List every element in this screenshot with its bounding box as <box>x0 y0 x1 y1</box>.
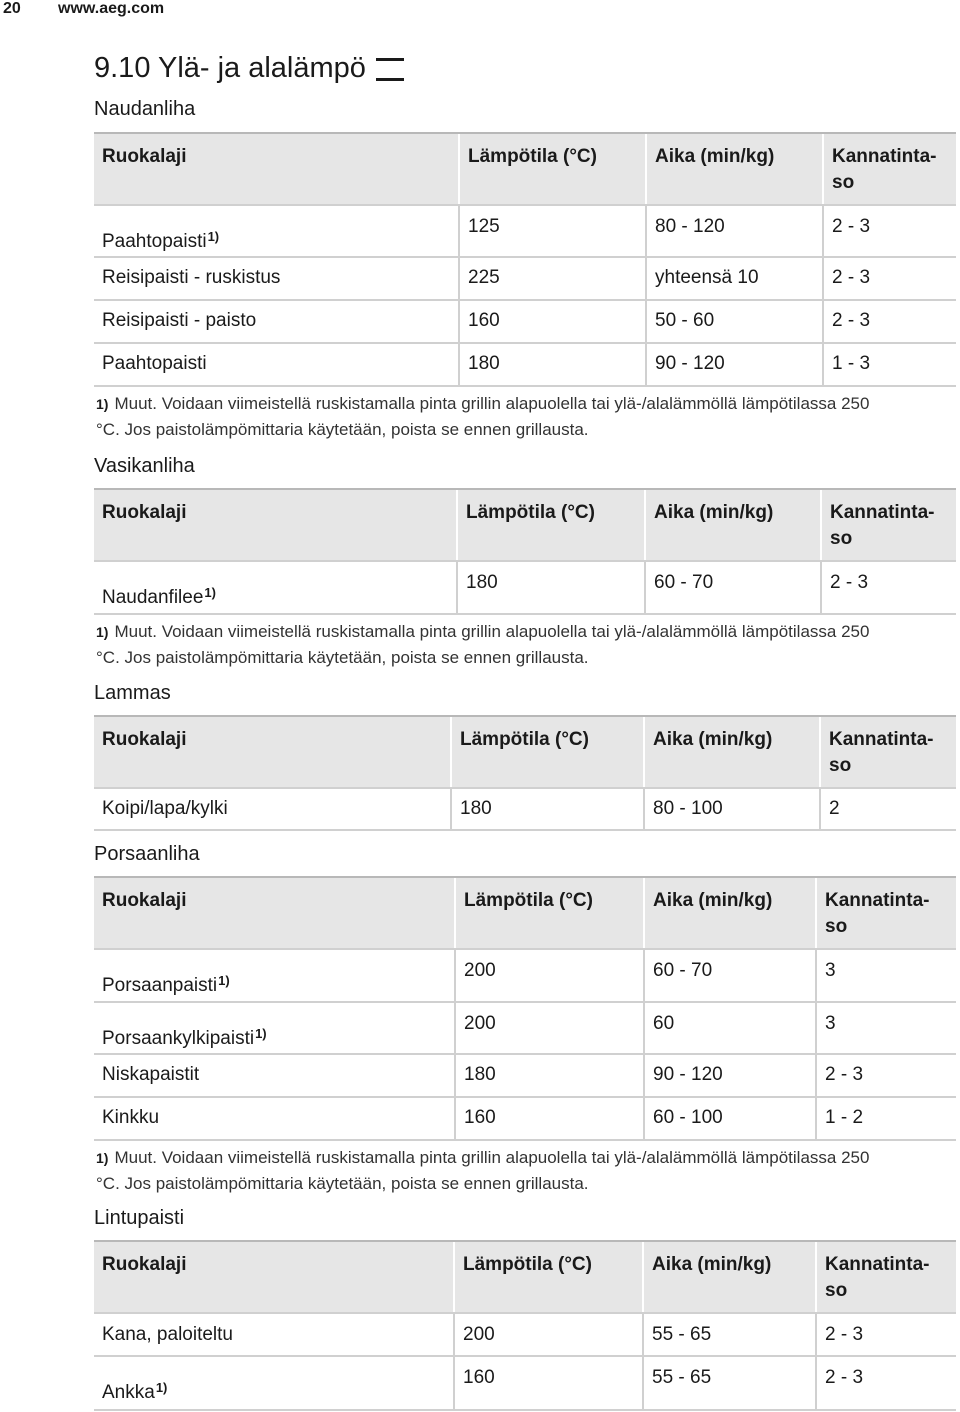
table-porsaanliha <box>94 876 956 1199</box>
cell-dish: Kinkku <box>102 1107 160 1128</box>
cell-dish: Koipi/lapa/kylki <box>102 798 228 819</box>
table-row <box>94 1096 956 1139</box>
cell-level: 2 - 3 <box>832 267 871 288</box>
table-row <box>94 948 956 1001</box>
header-dish: Ruokalaji <box>102 890 187 911</box>
table-row <box>94 1053 956 1096</box>
table-header <box>94 876 956 948</box>
header-time: Aika (min/kg) <box>654 502 774 523</box>
section-title <box>94 52 404 85</box>
cell-temperature: 200 <box>464 1013 496 1034</box>
header-time: Aika (min/kg) <box>652 1254 772 1275</box>
cell-temperature: 160 <box>464 1107 496 1128</box>
table-header <box>94 132 956 204</box>
top-bottom-heat-icon <box>376 56 404 82</box>
cell-time: 55 - 65 <box>652 1324 712 1345</box>
cell-temperature: 225 <box>468 267 500 288</box>
cell-time: 50 - 60 <box>655 310 715 331</box>
table-header <box>94 715 956 787</box>
cell-level: 2 - 3 <box>830 572 869 593</box>
cell-time: 90 - 120 <box>655 353 725 374</box>
cell-level: 2 - 3 <box>825 1324 864 1345</box>
header-dish: Ruokalaji <box>102 729 187 750</box>
cell-level: 2 - 3 <box>825 1367 864 1388</box>
table-row <box>94 787 956 831</box>
cell-time: yhteensä 10 <box>655 267 759 288</box>
table-row <box>94 1312 956 1355</box>
footnote: 1) Muut. Voidaan viimeistellä ruskistamalla pinta grillin alapuolella tai ylä-/alalämmöllä lämpötilassa 250 °C. Jos paistolämpömittaria käytetään, poista se ennen grillausta. <box>94 385 956 445</box>
table-row <box>94 204 956 256</box>
section-heading-lintupaisti: Lintupaisti <box>94 1207 185 1229</box>
header-time: Aika (min/kg) <box>653 890 773 911</box>
table-row <box>94 299 956 342</box>
cell-dish: Reisipaisti - paisto <box>102 310 257 331</box>
cell-temperature: 160 <box>463 1367 495 1388</box>
section-title-text: 9.10 Ylä- ja alalämpö <box>94 52 366 84</box>
cell-temperature: 160 <box>468 310 500 331</box>
table-naudanliha <box>94 132 956 445</box>
header-time: Aika (min/kg) <box>655 146 775 167</box>
section-heading-lammas: Lammas <box>94 682 171 704</box>
section-heading-porsaanliha: Porsaanliha <box>94 843 200 865</box>
cell-time: 60 - 70 <box>654 572 714 593</box>
cell-level: 2 - 3 <box>825 1064 864 1085</box>
cell-temperature: 180 <box>464 1064 496 1085</box>
cell-dish: Ankka$^{1)}$ <box>102 1380 168 1403</box>
table-lintupaisti <box>94 1240 956 1411</box>
cell-level: 1 - 3 <box>832 353 871 374</box>
section-heading-naudanliha: Naudanliha <box>94 98 196 120</box>
cell-time: 90 - 120 <box>653 1064 723 1085</box>
header-temperature: Lämpötila (°C) <box>466 502 595 523</box>
cell-temperature: 180 <box>468 353 500 374</box>
table-lammas <box>94 715 956 831</box>
header-level: Kannatinta- so <box>830 502 935 549</box>
table-row <box>94 256 956 299</box>
cell-level: 2 <box>829 798 840 819</box>
table-header <box>94 488 956 560</box>
cell-level: 3 <box>825 960 836 981</box>
header-temperature: Lämpötila (°C) <box>468 146 597 167</box>
cell-time: 80 - 100 <box>653 798 723 819</box>
page-number: 20 <box>3 0 21 17</box>
header-dish: Ruokalaji <box>102 1254 187 1275</box>
cell-dish: Porsaanpaisti$^{1)}$ <box>102 973 230 996</box>
website-url[interactable]: www.aeg.com <box>58 0 165 17</box>
cell-time: 60 - 100 <box>653 1107 723 1128</box>
header-temperature: Lämpötila (°C) <box>464 890 593 911</box>
cell-temperature: 200 <box>464 960 496 981</box>
footnote: 1) Muut. Voidaan viimeistellä ruskistamalla pinta grillin alapuolella tai ylä-/alalämmöllä lämpötilassa 250 °C. Jos paistolämpömittaria käytetään, poista se ennen grillausta. <box>94 1139 956 1199</box>
cell-level: 2 - 3 <box>832 216 871 237</box>
cell-time: 60 - 70 <box>653 960 713 981</box>
section-heading-vasikanliha: Vasikanliha <box>94 455 195 477</box>
cell-dish: Reisipaisti - ruskistus <box>102 267 281 288</box>
cell-temperature: 180 <box>466 572 498 593</box>
header-time: Aika (min/kg) <box>653 729 773 750</box>
header-temperature: Lämpötila (°C) <box>460 729 589 750</box>
cell-time: 80 - 120 <box>655 216 725 237</box>
cell-level: 1 - 2 <box>825 1107 864 1128</box>
cell-level: 3 <box>825 1013 836 1034</box>
table-header <box>94 1240 956 1312</box>
cell-dish: Paahtopaisti <box>102 353 207 374</box>
table-row <box>94 1355 956 1411</box>
header-dish: Ruokalaji <box>102 502 187 523</box>
cell-dish: Kana, paloiteltu <box>102 1324 233 1345</box>
header-level: Kannatinta- so <box>832 146 937 193</box>
header-dish: Ruokalaji <box>102 146 187 167</box>
cell-dish: Porsaankylkipaisti$^{1)}$ <box>102 1026 267 1049</box>
cell-dish: Naudanfilee$^{1)}$ <box>102 585 216 608</box>
cell-temperature: 180 <box>460 798 492 819</box>
cell-level: 2 - 3 <box>832 310 871 331</box>
cell-temperature: 200 <box>463 1324 495 1345</box>
cell-time: 55 - 65 <box>652 1367 712 1388</box>
header-level: Kannatinta- so <box>829 729 934 776</box>
table-row <box>94 342 956 385</box>
table-row <box>94 1001 956 1053</box>
cell-dish: Paahtopaisti$^{1)}$ <box>102 229 220 252</box>
table-row <box>94 560 956 613</box>
table-vasikanliha <box>94 488 956 673</box>
cell-temperature: 125 <box>468 216 500 237</box>
cell-dish: Niskapaistit <box>102 1064 200 1085</box>
footnote: 1) Muut. Voidaan viimeistellä ruskistamalla pinta grillin alapuolella tai ylä-/alalämmöllä lämpötilassa 250 °C. Jos paistolämpömittaria käytetään, poista se ennen grillausta. <box>94 613 956 673</box>
cell-time: 60 <box>653 1013 675 1034</box>
header-level: Kannatinta- so <box>825 1254 930 1301</box>
header-temperature: Lämpötila (°C) <box>463 1254 592 1275</box>
header-level: Kannatinta- so <box>825 890 930 937</box>
